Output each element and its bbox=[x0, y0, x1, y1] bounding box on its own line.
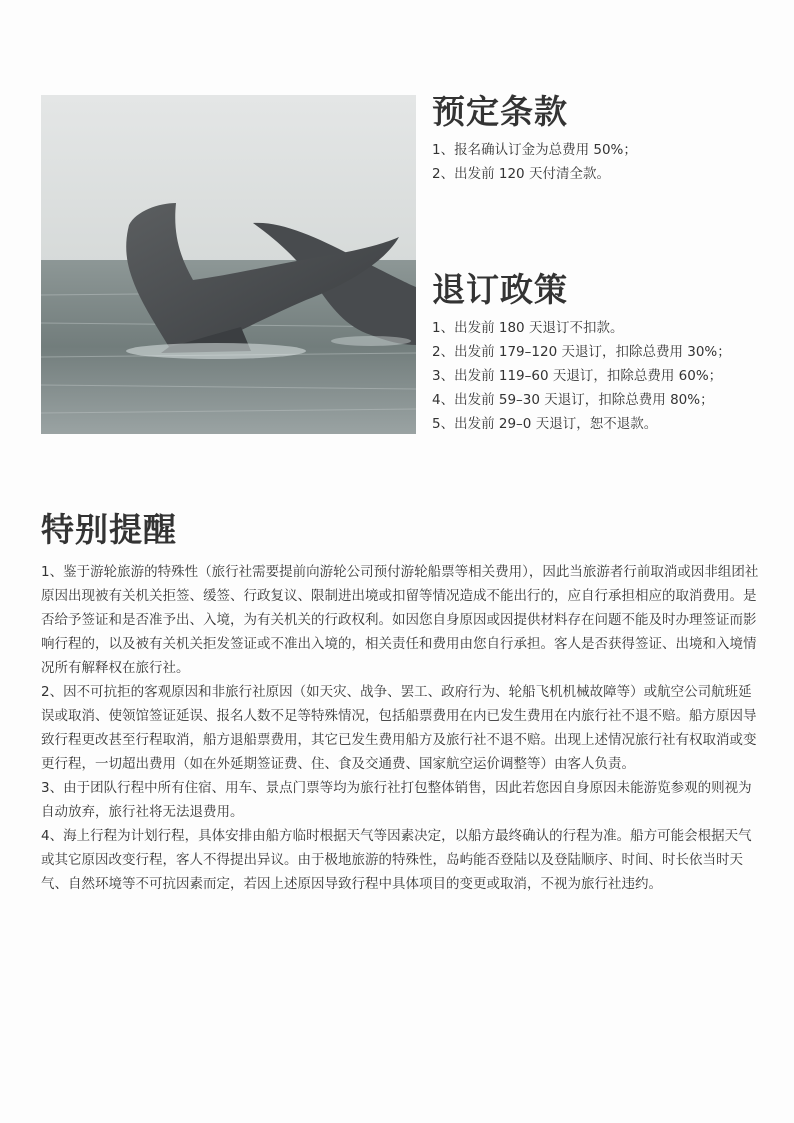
whale-tail-photo bbox=[41, 95, 416, 434]
special-reminder-title: 特别提醒 bbox=[41, 510, 177, 549]
refund-policy-item: 5、出发前 29–0 天退订，恕不退款。 bbox=[432, 416, 658, 432]
refund-policy-title: 退订政策 bbox=[432, 270, 568, 309]
reminder-paragraph: 2、因不可抗拒的客观原因和非旅行社原因（如天灾、战争、罢工、政府行为、轮船飞机机械故障等）或航空公司航班延误或取消、使领馆签证延误、报名人数不足等特殊情况，包括船票费用在内已发生费用在内旅行社不退不赔。船方原因导致行程更改甚至行程取消，船方退船票费用，其它已发生费用船方及旅行社不退不赔。出现上述情况旅行社有权取消或变更行程，一切超出费用（如在外延期签证费、住、食及交通费、国家航空运价调整等）由客人负责。 bbox=[41, 684, 757, 772]
booking-term-item: 1、报名确认订金为总费用 50%； bbox=[432, 142, 637, 158]
reminder-paragraph: 4、海上行程为计划行程，具体安排由船方临时根据天气等因素决定，以船方最终确认的行程为准。船方可能会根据天气或其它原因改变行程，客人不得提出异议。由于极地旅游的特殊性，岛屿能否登陆以及登陆顺序、时间、时长依当时天气、自然环境等不可抗因素而定，若因上述原因导致行程中具体项目的变更或取消，不视为旅行社违约。 bbox=[41, 828, 752, 892]
refund-policy-section bbox=[432, 270, 782, 436]
refund-policy-item: 4、出发前 59–30 天退订，扣除总费用 80%； bbox=[432, 392, 714, 408]
reminder-paragraph: 3、由于团队行程中所有住宿、用车、景点门票等均为旅行社打包整体销售，因此若您因自身原因未能游览参观的则视为自动放弃，旅行社将无法退费用。 bbox=[41, 780, 752, 820]
booking-terms-title: 预定条款 bbox=[432, 92, 568, 131]
special-reminder-section bbox=[41, 510, 759, 896]
refund-policy-item: 3、出发前 119–60 天退订，扣除总费用 60%； bbox=[432, 368, 723, 384]
refund-policy-item: 1、出发前 180 天退订不扣款。 bbox=[432, 320, 624, 336]
booking-term-item: 2、出发前 120 天付清全款。 bbox=[432, 166, 610, 182]
reminder-paragraph: 1、鉴于游轮旅游的特殊性（旅行社需要提前向游轮公司预付游轮船票等相关费用），因此当旅游者行前取消或因非组团社原因出现被有关机关拒签、缓签、行政复议、限制进出境或扣留等情况造成不能出行的，应自行承担相应的取消费用。是否给予签证和是否准予出、入境，为有关机关的行政权利。如因您自身原因或因提供材料存在问题不能及时办理签证而影响行程的，以及被有关机关拒发签证或不准出入境的，相关责任和费用由您自行承担。客人是否获得签证、出境和入境情况所有解释权在旅行社。 bbox=[41, 564, 759, 676]
booking-terms-section bbox=[432, 92, 782, 186]
refund-policy-item: 2、出发前 179–120 天退订，扣除总费用 30%； bbox=[432, 344, 731, 360]
